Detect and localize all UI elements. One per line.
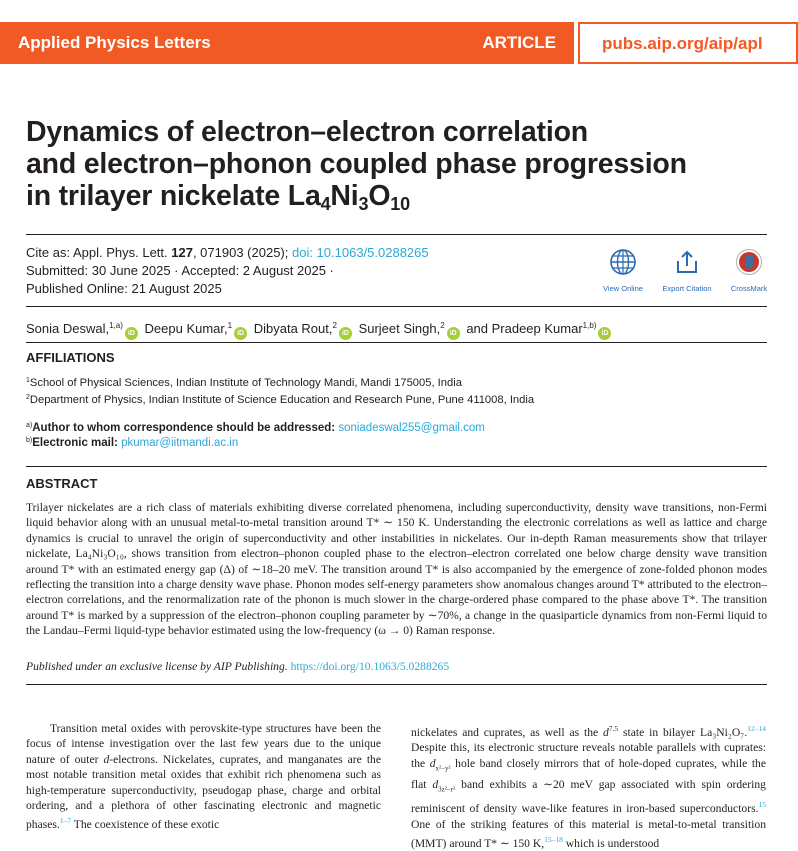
affil-sup: 2 xyxy=(26,394,30,401)
license-line xyxy=(26,660,449,673)
affil-text: School of Physical Sciences, Indian Institute of Technology Mandi, Mandi 175005, India xyxy=(29,377,462,389)
electronic-mail-line xyxy=(26,433,238,451)
author-list xyxy=(26,317,614,340)
orbital-2-sub: 3z²−r² xyxy=(438,784,456,793)
license-doi-link[interactable]: https://doi.org/10.1063/5.0288265 xyxy=(290,660,450,673)
author-affil-sup: 2 xyxy=(332,321,337,330)
author-name[interactable]: Sonia Deswal, xyxy=(26,321,110,336)
body-right-b: state in bilayer La₃Ni₂O₇. xyxy=(618,726,748,739)
orbital-2: d xyxy=(432,777,439,791)
article-type-tag: ARTICLE xyxy=(482,33,556,52)
export-icon xyxy=(673,248,701,276)
orcid-icon[interactable]: iD xyxy=(598,327,611,340)
body-right-a: nickelates and cuprates, as well as the xyxy=(411,726,603,739)
affiliation-2 xyxy=(26,390,534,408)
affil-sup: 1 xyxy=(26,377,30,384)
body-right-f: One of the striking features of this material is metal-to-metal transition (MMT) around T* ∼ 150 K, xyxy=(411,817,766,851)
formula-ni: Ni xyxy=(330,180,359,212)
body-column-right xyxy=(411,721,766,851)
rule-authors-top xyxy=(26,306,767,307)
cite-article-no: , 071903 (2025); xyxy=(192,245,292,260)
reference-link[interactable]: 1–7 xyxy=(59,816,72,826)
body-left-c: The coexistence of these exotic xyxy=(71,818,220,832)
title-line-3: in trilayer nickelate La xyxy=(26,180,321,212)
export-citation-label: Export Citation xyxy=(662,284,712,293)
mail-label: Electronic mail: xyxy=(32,437,122,449)
published-date: Published Online: 21 August 2025 xyxy=(26,281,222,296)
affil-text: Department of Physics, Indian Institute of Science Education and Research Pune, Pune 411008, India xyxy=(29,394,535,406)
reference-link[interactable]: 15–18 xyxy=(544,835,563,845)
reference-link[interactable]: 12–14 xyxy=(747,724,766,733)
orbital-1: d xyxy=(429,756,436,770)
corr-email-link[interactable]: soniadeswal255@gmail.com xyxy=(338,422,485,434)
body-right-d2: hole band closely mirrors that of hole-doped cuprates, while the flat xyxy=(411,756,766,791)
doi-link[interactable]: doi: 10.1063/5.0288265 xyxy=(291,245,429,260)
rule-abstract-top xyxy=(26,466,767,467)
view-online-label: View Online xyxy=(603,284,643,293)
body-column-left xyxy=(26,721,381,833)
body-left-b: -electrons. Nickelates, cuprates, and manganates are the most notable transition metal oxides that exhibit rich phenomena such as high-temperature superconductivity, pseudogap phase, charge and orbital ordering, and a plethora of other fascinating electronic and magnetic phases. xyxy=(26,752,381,832)
rule-abstract-bottom xyxy=(26,684,767,685)
mail-email-link[interactable]: pkumar@iitmandi.ac.in xyxy=(121,437,239,449)
formula-sub-2: 3 xyxy=(358,194,369,214)
author-affil-sup: 1,b) xyxy=(582,321,597,330)
crossmark-button[interactable] xyxy=(719,248,779,293)
rule-affil-top xyxy=(26,342,767,343)
corr-sup: a) xyxy=(26,422,33,429)
corr-label: Author to whom correspondence should be addressed: xyxy=(32,422,339,434)
affiliations-heading: AFFILIATIONS xyxy=(26,350,115,365)
body-left-d: d xyxy=(103,752,110,766)
citation-block xyxy=(26,244,429,298)
title-line-2: and electron–phonon coupled phase progression xyxy=(26,148,687,180)
article-title xyxy=(26,116,766,212)
journal-url-box[interactable] xyxy=(578,22,798,64)
affiliation-1 xyxy=(26,373,462,391)
orbital-1-sub: x²−y² xyxy=(435,764,451,773)
banner-orange-bar xyxy=(0,22,574,64)
abstract-text: Trilayer nickelates are a rich class of materials exhibiting diverse correlated phenomena, including superconductivity, density wave transitions, non-Fermi liquid behavior along with an unusual metal-to-metal transition around T* ∼ 150 K. Understanding the electronic correlations as well as lattice and charge dynamics is crucial to unravel the origin of superconductivity and other instabilities in nickelates. Our in-depth Raman measurements show that trilayer nickelate, La₄Ni₃O₁₀, shows transition from electron–phonon coupled phase to the electron–electron correlated one below charge density wave transition around T* with an estimated energy gap (Δ) of ∼18–20 meV. The transition around T* is also accompanied by the emergence of zone-folded phonon modes reflecting the transition into a charge density wave phase. Phonon modes self-energy parameters show anomalous changes around T* attributed to the electron–electron correlations, and the renormalization rate of the phonon is much slower in the charge-ordered phase compared to the phase above T*. The transition around T* is marked by a suppression of the electron–phonon coupling parameter by ∼70%, a change in the quasiparticle dynamics from non-Fermi liquid to the Landau–Fermi liquid-type behavior estimated using the low-frequency (ω → 0) Raman response. xyxy=(26,501,767,638)
author-affil-sup: 1 xyxy=(227,321,233,330)
cite-label: Cite as: Appl. Phys. Lett. xyxy=(26,245,172,260)
body-right-e: band exhibits a ∼20 meV gap associated with spin ordering reminiscent of density wave-like features in iron-based superconductors. xyxy=(411,777,766,816)
orcid-icon[interactable]: iD xyxy=(339,327,352,340)
author-name[interactable]: and Pradeep Kumar xyxy=(466,321,583,336)
submitted-dates: Submitted: 30 June 2025 · Accepted: 2 August 2025 · xyxy=(26,263,334,278)
body-right-c: Despite this, its electronic structure reveals notable parallels with cuprates: the xyxy=(411,741,766,770)
cite-volume: 127 xyxy=(171,245,193,260)
formula-o: O xyxy=(368,180,391,212)
orcid-icon[interactable]: iD xyxy=(125,327,138,340)
formula-sub-3: 10 xyxy=(390,194,410,214)
orcid-icon[interactable]: iD xyxy=(447,327,460,340)
export-citation-button[interactable] xyxy=(657,248,717,293)
body-right-d: d xyxy=(603,726,609,739)
abstract-heading: ABSTRACT xyxy=(26,476,98,491)
author-name[interactable]: Dibyata Rout, xyxy=(253,321,333,336)
author-name[interactable]: Deepu Kumar, xyxy=(144,321,228,336)
license-text: Published under an exclusive license by AIP Publishing. xyxy=(26,660,291,673)
formula-sub-1: 4 xyxy=(320,194,331,214)
journal-banner xyxy=(0,22,798,64)
body-left-a: Transition metal oxides with perovskite-type structures have been the focus of intense investigation over the last few years due to the unique nature of outer xyxy=(26,722,381,766)
reference-link[interactable]: 15 xyxy=(758,800,766,810)
author-name[interactable]: Surjeet Singh, xyxy=(358,321,441,336)
globe-icon xyxy=(609,248,637,276)
view-online-button[interactable] xyxy=(593,248,653,293)
journal-url[interactable]: pubs.aip.org/aip/apl xyxy=(602,34,763,53)
body-right-g: which is understood xyxy=(562,837,660,851)
mail-sup: b) xyxy=(26,437,33,444)
title-line-1: Dynamics of electron–electron correlation xyxy=(26,116,588,148)
journal-name[interactable]: Applied Physics Letters xyxy=(18,33,211,52)
author-affil-sup: 2 xyxy=(440,321,445,330)
crossmark-icon xyxy=(735,248,763,276)
crossmark-label: CrossMark xyxy=(730,284,768,293)
author-affil-sup: 1,a) xyxy=(109,321,123,330)
body-right-dsup: 7.5 xyxy=(608,724,619,734)
orcid-icon[interactable]: iD xyxy=(234,327,247,340)
rule-top xyxy=(26,234,767,235)
